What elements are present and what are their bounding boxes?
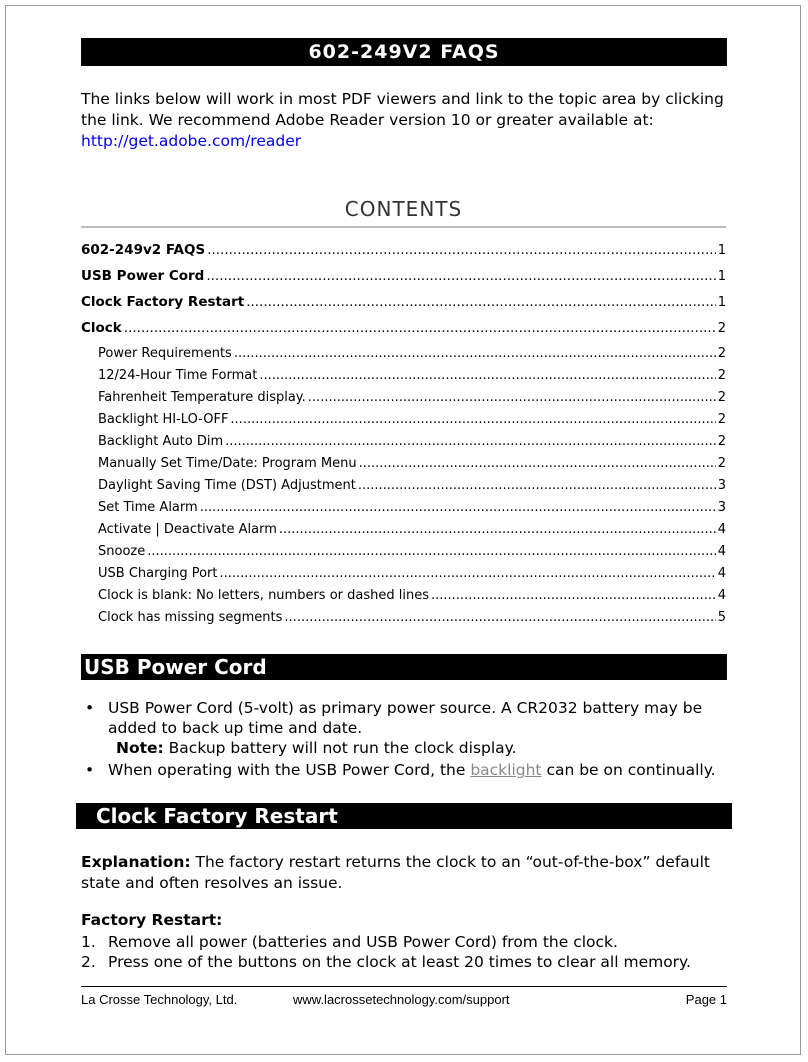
toc-page: 4 [717, 566, 726, 581]
toc-label: 602-249v2 FAQS [81, 242, 206, 258]
step-text: Press one of the buttons on the clock at least 20 times to clear all memory. [108, 953, 691, 971]
toc-entry-clock[interactable] [81, 320, 726, 346]
backlight-link[interactable]: backlight [470, 761, 542, 779]
list-item [81, 952, 731, 972]
toc-page: 4 [717, 588, 726, 603]
toc-label: USB Power Cord [81, 268, 205, 284]
contents-heading: CONTENTS [344, 197, 463, 221]
toc-label: 12/24-Hour Time Format [98, 368, 258, 383]
toc-page: 1 [717, 295, 726, 310]
factory-restart-subheading: Factory Restart: [81, 911, 223, 929]
toc-page: 1 [717, 269, 726, 284]
toc-label: Backlight HI-LO-OFF [98, 412, 229, 427]
usb-bullet-1-text: USB Power Cord (5-volt) as primary power source. A CR2032 battery may be added to back up time and date. [108, 699, 703, 737]
list-item [81, 698, 731, 758]
toc-page: 2 [717, 456, 726, 471]
toc-page: 4 [717, 522, 726, 537]
list-item [81, 932, 731, 952]
page-title: 602-249V2 FAQS [81, 38, 727, 66]
page-footer [81, 992, 727, 1007]
list-item [81, 760, 731, 780]
footer-page-number: Page 1 [685, 992, 727, 1007]
explanation-paragraph [81, 852, 731, 894]
toc-leader [284, 610, 715, 625]
step-number: 2. [81, 953, 96, 971]
toc-entry-fahrenheit[interactable] [81, 390, 726, 412]
toc-leader [225, 434, 716, 449]
toc-entry-backlight-hi-lo-off[interactable] [81, 412, 726, 434]
step-text: Remove all power (batteries and USB Power Cord) from the clock. [108, 933, 618, 951]
toc-label: Daylight Saving Time (DST) Adjustment [98, 478, 356, 493]
usb-bullet-list [81, 698, 731, 782]
toc-label: Snooze [98, 544, 146, 559]
toc-leader [147, 544, 715, 559]
usb-note [108, 738, 731, 758]
toc-label: Backlight Auto Dim [98, 434, 224, 449]
note-label: Note: [116, 739, 164, 757]
clock-factory-restart-heading: Clock Factory Restart [76, 803, 732, 829]
toc-entry-power-requirements[interactable] [81, 346, 726, 368]
table-of-contents [81, 242, 726, 632]
toc-entry-clock-factory-restart[interactable] [81, 294, 726, 320]
toc-label: Clock has missing segments [98, 610, 283, 625]
toc-leader [358, 478, 716, 493]
toc-entry-dst[interactable] [81, 478, 726, 500]
toc-leader [259, 368, 715, 383]
toc-page: 5 [717, 610, 726, 625]
explanation-text: The factory restart returns the clock to an “out-of-the-box” default state and often resolves an issue. [81, 853, 710, 892]
toc-leader [206, 268, 715, 284]
toc-entry-snooze[interactable] [81, 544, 726, 566]
toc-leader [200, 500, 716, 515]
toc-label: Power Requirements [98, 346, 232, 361]
toc-entry-set-time-alarm[interactable] [81, 500, 726, 522]
toc-entry-missing-segments[interactable] [81, 610, 726, 632]
adobe-reader-link[interactable]: http://get.adobe.com/reader [81, 132, 302, 150]
toc-page: 2 [717, 368, 726, 383]
toc-page: 1 [717, 243, 726, 258]
toc-label: Fahrenheit Temperature display. [98, 390, 306, 405]
intro-paragraph [81, 89, 731, 152]
toc-label: Clock [81, 320, 122, 336]
toc-leader [431, 588, 716, 603]
toc-page: 2 [717, 390, 726, 405]
toc-label: Set Time Alarm [98, 500, 198, 515]
toc-leader [308, 390, 716, 405]
toc-label: Clock is blank: No letters, numbers or dashed lines [98, 588, 429, 603]
footer-company: La Crosse Technology, Ltd. [81, 992, 238, 1007]
toc-page: 2 [717, 321, 726, 336]
step-number: 1. [81, 933, 96, 951]
toc-leader [279, 522, 716, 537]
usb-power-cord-heading: USB Power Cord [81, 654, 727, 680]
toc-leader [230, 412, 715, 427]
toc-leader [246, 294, 716, 310]
toc-page: 4 [717, 544, 726, 559]
toc-label: USB Charging Port [98, 566, 218, 581]
usb-bullet-2-post: can be on continually. [541, 761, 716, 779]
toc-entry-activate-alarm[interactable] [81, 522, 726, 544]
contents-divider [81, 226, 726, 228]
toc-label: Manually Set Time/Date: Program Menu [98, 456, 357, 471]
toc-page: 3 [717, 500, 726, 515]
toc-label: Activate | Deactivate Alarm [98, 522, 277, 537]
toc-entry-usb-charging-port[interactable] [81, 566, 726, 588]
toc-page: 2 [717, 412, 726, 427]
toc-entry-program-menu[interactable] [81, 456, 726, 478]
toc-leader [234, 346, 716, 361]
toc-entry-backlight-auto-dim[interactable] [81, 434, 726, 456]
toc-page: 2 [717, 346, 726, 361]
footer-divider [81, 986, 727, 987]
toc-entry-clock-blank[interactable] [81, 588, 726, 610]
toc-page: 3 [717, 478, 726, 493]
toc-leader [124, 320, 716, 336]
toc-leader [207, 242, 716, 258]
note-text: Backup battery will not run the clock display. [163, 739, 517, 757]
toc-entry-faqs[interactable] [81, 242, 726, 268]
restart-steps [81, 932, 731, 972]
toc-entry-usb-power-cord[interactable] [81, 268, 726, 294]
footer-url[interactable]: www.lacrossetechnology.com/support [293, 992, 510, 1007]
usb-bullet-2-pre: When operating with the USB Power Cord, the [108, 761, 471, 779]
explanation-label: Explanation: [81, 853, 191, 871]
intro-text: The links below will work in most PDF viewers and link to the topic area by clicking the link. We recommend Adobe Reader version 10 or greater available at: [81, 90, 724, 129]
toc-page: 2 [717, 434, 726, 449]
toc-leader [359, 456, 716, 471]
toc-label: Clock Factory Restart [81, 294, 245, 310]
toc-entry-time-format[interactable] [81, 368, 726, 390]
toc-leader [219, 566, 715, 581]
